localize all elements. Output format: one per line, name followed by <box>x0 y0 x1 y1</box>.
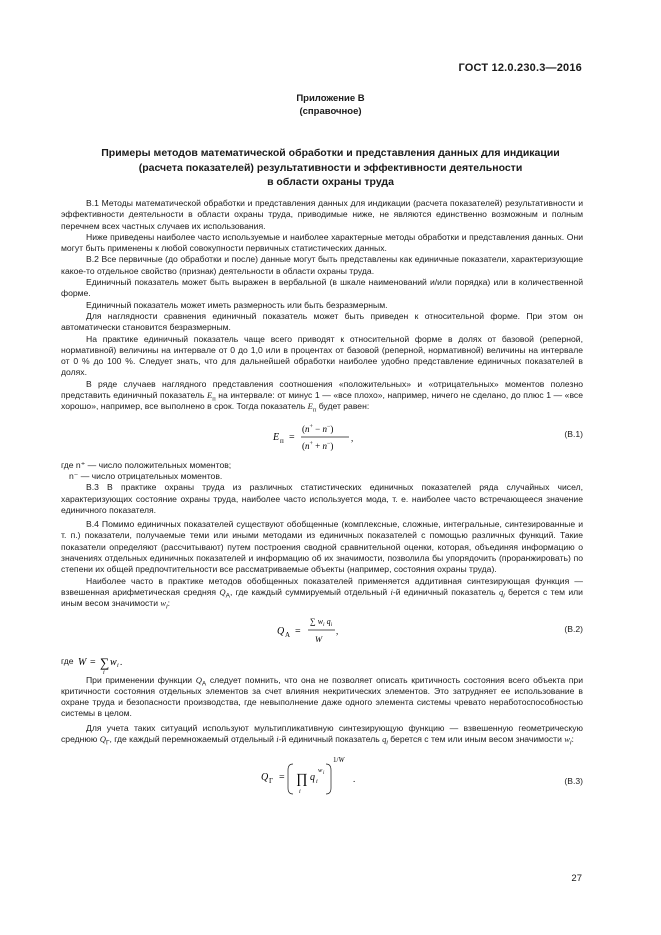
paragraph: При применении функции $Q_А$ следует помнить, что она не позволяет описать критичность состояния всего объекта при критичности состояния отдельных элементов за счет влияния некритических элементов. Это затрудняет ее использование в охране труда и безопасности производства, где невыполнение даже одного элемента системы чревато неработоспособностью системы в целом. <box>61 674 583 719</box>
standard-number: ГОСТ 12.0.230.3—2016 <box>458 62 582 74</box>
svg-text:п: п <box>280 436 284 445</box>
paragraph: Для учета таких ситуаций используют мультипликативную синтезирующую функцию — взвешенную геометрическую среднюю $Q_Г$, где каждый перемножаемый отдельный i-й единичный показатель $q_i$ берется с тем или иным весом значимости $w_i$: <box>61 722 583 747</box>
svg-text:w: w <box>318 767 323 775</box>
svg-text:∏: ∏ <box>296 772 308 788</box>
where-line: где n⁺ — число положительных моментов; <box>61 459 232 470</box>
section-title-line: в области охраны труда <box>267 176 394 188</box>
svg-text:,: , <box>336 625 339 636</box>
svg-text:E: E <box>273 431 280 443</box>
svg-text:(n+ − n−): (n+ − n−) <box>302 423 334 434</box>
body-text <box>61 198 583 804</box>
equation-number: (В.1) <box>564 428 583 439</box>
svg-text:=: = <box>90 656 96 668</box>
svg-text:i: i <box>299 789 301 796</box>
paragraph-b2: В.2 Все первичные (до обработки и после) данные могут быть представлены как единичные показатели, характеризующие какое-то отдельное свойство (признак) деятельности в области охраны труда. <box>61 254 583 276</box>
where-sum <box>61 653 583 675</box>
svg-text:Q: Q <box>261 772 269 784</box>
paragraph: Единичный показатель может быть выражен в вербальной (в шкале наименований и/или порядка) или в количественной форме. <box>61 277 583 299</box>
svg-text:W: W <box>315 633 323 644</box>
svg-text:W: W <box>78 656 87 668</box>
svg-text:А: А <box>285 630 291 639</box>
equation-number: (В.2) <box>564 623 583 634</box>
svg-text:(n+ + n−): (n+ + n−) <box>302 440 334 451</box>
formula-b1 <box>61 416 583 456</box>
svg-text:,: , <box>351 432 354 443</box>
svg-text:1/W: 1/W <box>333 756 345 765</box>
equation-number: (В.3) <box>564 776 583 787</box>
svg-text:∑: ∑ <box>100 654 110 670</box>
formula-b3 <box>61 748 583 800</box>
page-number: 27 <box>571 873 582 884</box>
formula-b2 <box>61 613 583 649</box>
formula-b2-graphic <box>61 613 583 649</box>
section-title-line: Примеры методов математической обработки и представления данных для индикации <box>101 147 560 159</box>
annex-subtitle: (справочное) <box>299 106 362 117</box>
paragraph: В ряде случаев наглядного представления соотношения «положительных» и «отрицательных» моментов полезно представить единичный показатель $E_п$ на интервале: от минус 1 — «все плохо», например, ничего не сделано, до плюс 1 — «все хорошо», например, все выполнено в срок. Тогда показатель $E_п$ будет равен: <box>61 378 584 415</box>
svg-text:=: = <box>279 772 285 784</box>
where-sum-graphic <box>78 653 198 675</box>
svg-text:Г: Г <box>269 777 274 786</box>
formula-b1-graphic <box>61 416 583 456</box>
svg-text:i: i <box>316 779 318 786</box>
paragraph-b4: В.4 Помимо единичных показателей существуют обобщенные (комплексные, сложные, интегральные, синтезированные и т. п.) показатели, получаемые теми или иными методами из единичных показателей с помощью различных функций. Такие показатели определяют (рассчитывают) путем построения сводной сравнительной оценки, которая, объединяя информацию о значениях отдельных единичных показателей и информацию об их значимости, позволила бы упорядочить (проранжировать) по степени их общей предпочтительности все рассматриваемые объекты (например, состояния охраны труда). <box>61 519 583 575</box>
svg-text:Q: Q <box>277 625 285 637</box>
annex-heading <box>0 92 661 118</box>
svg-text:.: . <box>120 656 123 667</box>
svg-text:q: q <box>310 772 315 784</box>
paragraph: На практике единичный показатель чаще всего приводят к относительной форме в долях от базовой (реперной, нормативной) величины на интервале от 0 до 1,0 или в процентах от базовой (реперной, нормативной) величины на интервале от 0 % до 100 %. Следует знать, что для дальнейшей обработки наиболее удобно представление единичных показателей в долях. <box>61 333 583 378</box>
svg-text:.: . <box>353 774 356 785</box>
paragraph-b3: В.3 В практике охраны труда из различных статистических единичных показателей ряда случайных чисел, характеризующих состояние охраны труда, наиболее часто используется мода, т. е. наиболее часто встречающееся значение единичного показателя. <box>61 482 583 515</box>
where-label: где <box>61 655 74 666</box>
annex-title: Приложение В <box>296 93 365 104</box>
paragraph: Наиболее часто в практике методов обобщенных показателей применяется аддитивная синтезирующая функция — взвешенная арифметическая средняя $Q_А$, где каждый суммируемый отдельный i-й единичный показатель $q_i$ берется с тем или иным весом значимости $w_i$: <box>61 575 583 611</box>
formula-b3-graphic <box>61 748 583 800</box>
paragraph: Для наглядности сравнения единичный показатель может быть приведен к относительной форме. При этом он автоматически становится безразмерным. <box>61 310 583 333</box>
svg-text:i: i <box>323 771 325 777</box>
section-title <box>70 146 591 190</box>
where-line: n⁻ — число отрицательных моментов. <box>69 470 223 481</box>
paragraph: Ниже приведены наиболее часто используемые и наиболее характерные методы обработки и представления данных. Они могут быть применены к любой совокупности первичных статистических данных. <box>61 231 583 254</box>
svg-text:i: i <box>117 662 119 669</box>
section-title-line: (расчета показателей) результативности и эффективности деятельности <box>138 161 523 174</box>
paragraph-b1: В.1 Методы математической обработки и представления данных для индикации (расчета показателей) результативности и эффективности деятельности в области охраны труда, приводимые ниже, не являются единственно возможным и полным перечнем всех частных случаев их использования. <box>61 198 583 231</box>
svg-text:=: = <box>289 431 295 443</box>
paragraph: Единичный показатель может иметь размерность или быть безразмерным. <box>86 299 388 310</box>
svg-text:i: i <box>103 669 105 675</box>
svg-text:∑ wi qi: ∑ $w_i$ $q_i$ <box>310 616 333 628</box>
svg-text:=: = <box>295 625 301 637</box>
svg-text:w: w <box>110 656 117 668</box>
